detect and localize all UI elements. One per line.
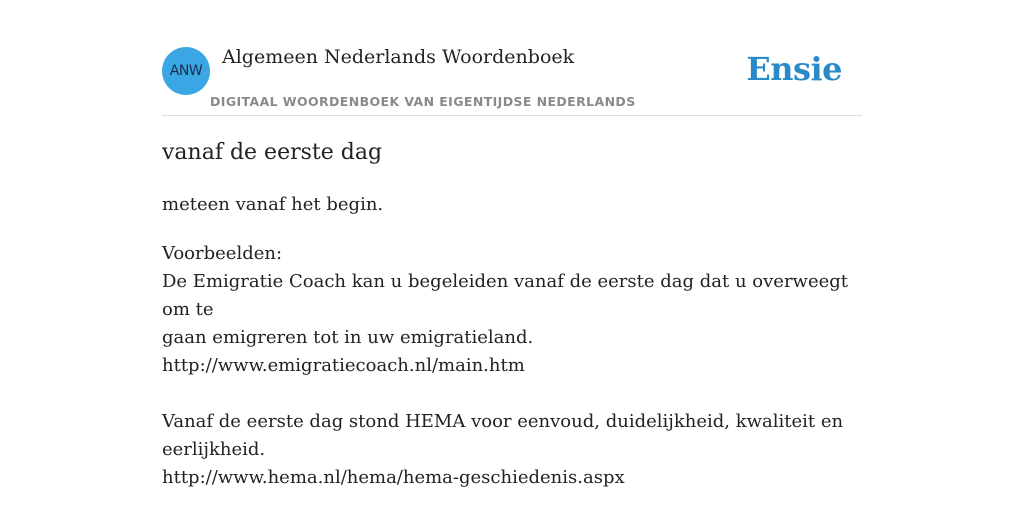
entry-headword: vanaf de eerste dag [162, 140, 383, 165]
example-text: Vanaf de eerste dag stond HEMA voor eenvoud, duidelijkheid, kwaliteit en [162, 411, 844, 432]
example-text: gaan emigreren tot in uw emigratieland. [162, 327, 534, 348]
examples-section [162, 240, 862, 492]
site-subtitle: DIGITAAL WOORDENBOEK VAN EIGENTIJDSE NEDERLANDS [210, 94, 636, 109]
example-separator [162, 380, 862, 408]
page-container [162, 0, 862, 488]
anw-logo[interactable]: ANW [162, 47, 210, 95]
site-title[interactable]: Algemeen Nederlands Woordenboek [222, 46, 575, 68]
example-text: De Emigratie Coach kan u begeleiden vanaf de eerste dag dat u overweegt om te [162, 271, 849, 320]
entry-definition: meteen vanaf het begin. [162, 194, 384, 215]
site-header [162, 0, 862, 116]
example-source-link[interactable]: http://www.hema.nl/hema/hema-geschiedenis.aspx [162, 467, 625, 488]
examples-label: Voorbeelden: [162, 243, 283, 264]
example-text: eerlijkheid. [162, 439, 266, 460]
example-source-link[interactable]: http://www.emigratiecoach.nl/main.htm [162, 355, 525, 376]
ensie-brand-logo[interactable]: Ensie [746, 50, 842, 88]
